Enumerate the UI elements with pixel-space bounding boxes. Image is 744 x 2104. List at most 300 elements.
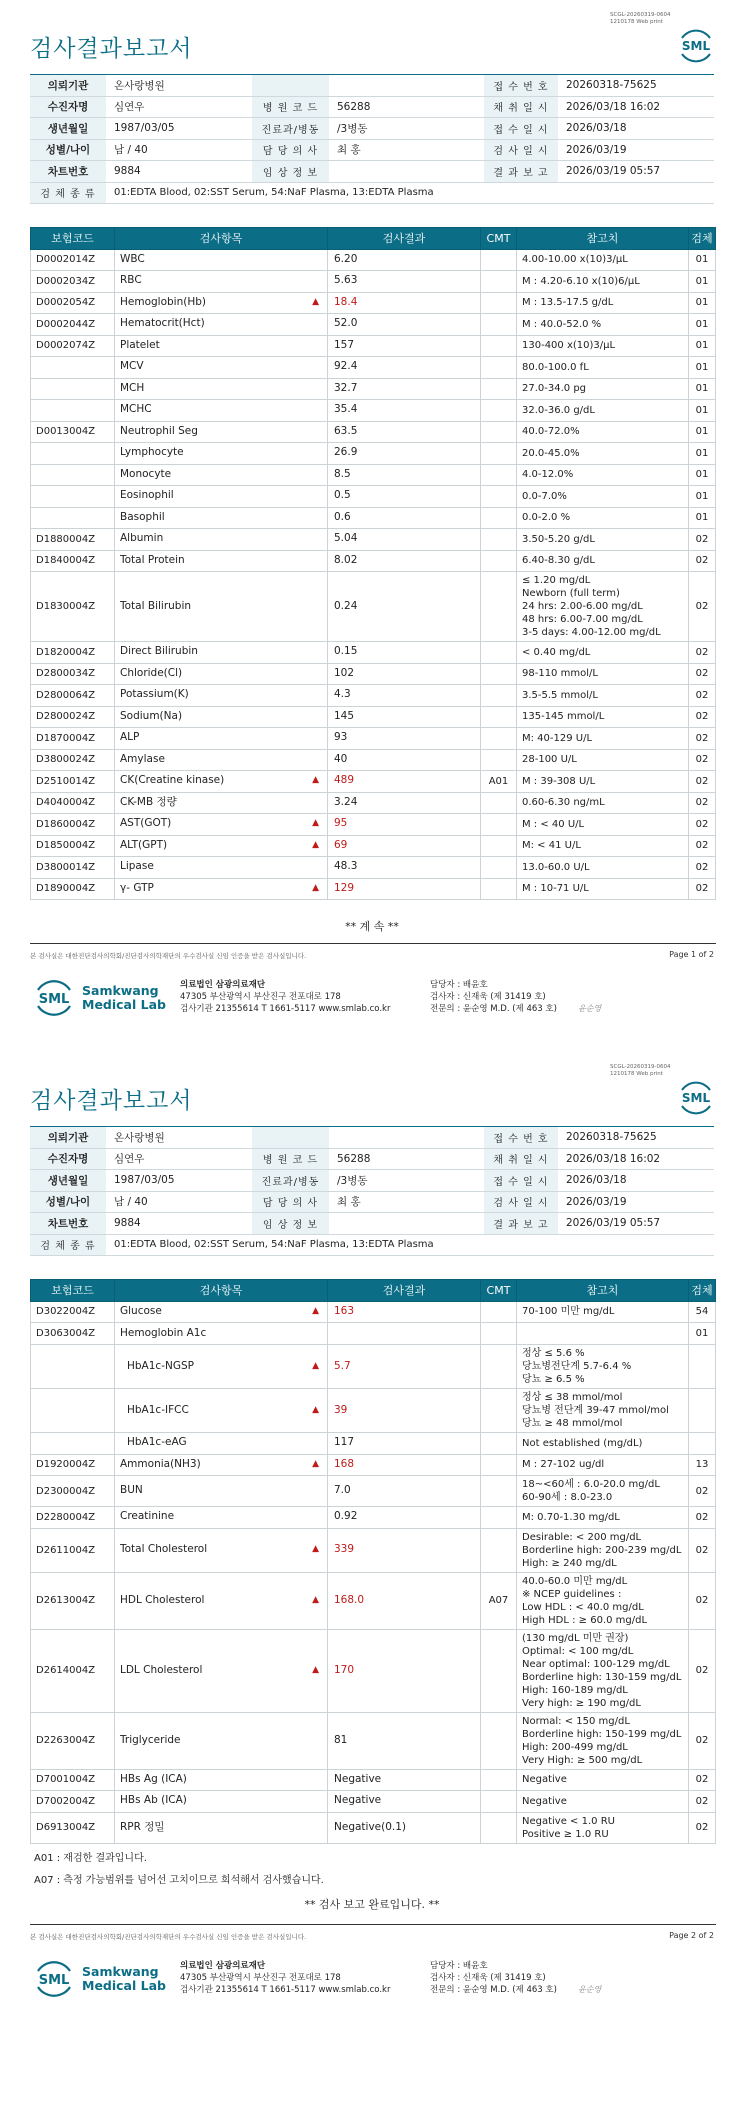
reference-line: M : 10-71 U/L	[522, 883, 589, 895]
cmt-code	[481, 335, 517, 357]
reference-range	[517, 400, 689, 422]
info-value: 심연우	[106, 1148, 252, 1170]
insurance-code: D3800014Z	[31, 857, 115, 879]
info-value: 최 홍	[329, 139, 484, 161]
table-row	[31, 771, 716, 793]
info-value: 2026/03/19	[558, 139, 714, 161]
info-value: 온사랑병원	[106, 75, 252, 97]
test-result: 5.7	[328, 1345, 481, 1389]
insurance-code: D1870004Z	[31, 728, 115, 750]
cmt-code	[481, 792, 517, 814]
reference-line: Very High: ≥ 500 mg/dL	[522, 1754, 643, 1766]
table-row	[31, 378, 716, 400]
reference-range	[517, 1454, 689, 1476]
test-result: 3.24	[328, 792, 481, 814]
table-row	[31, 878, 716, 900]
insurance-code: D0002054Z	[31, 292, 115, 314]
info-label: 병 원 코 드	[252, 1148, 329, 1170]
specimen-code: 02	[689, 857, 716, 879]
reference-line: Desirable: < 200 mg/dL	[522, 1531, 642, 1543]
high-flag-icon: ▲	[312, 296, 319, 307]
insurance-code: D1860004Z	[31, 814, 115, 836]
insurance-code: D3800024Z	[31, 749, 115, 771]
info-value: 2026/03/19 05:57	[558, 1213, 714, 1235]
test-name: CK(Creatine kinase) ▲	[115, 771, 328, 793]
table-row	[31, 706, 716, 728]
reference-range	[517, 1812, 689, 1843]
cmt-code	[481, 249, 517, 271]
specimen-types: 01:EDTA Blood, 02:SST Serum, 54:NaF Plasma, 13:EDTA Plasma	[106, 1234, 714, 1256]
specimen-code: 02	[689, 1476, 716, 1507]
brand-name: Samkwang Medical Lab	[82, 1964, 166, 1993]
table-row	[31, 421, 716, 443]
specimen-code: 02	[689, 1769, 716, 1791]
document-code: SCGL-20260319-0604 1210178 Web print	[610, 12, 671, 25]
info-value: 1987/03/05	[106, 118, 252, 140]
column-header: 참고치	[517, 228, 689, 250]
insurance-code: D2614004Z	[31, 1629, 115, 1712]
cmt-code	[481, 749, 517, 771]
info-row	[30, 1213, 714, 1235]
info-row	[30, 161, 714, 183]
column-header: CMT	[481, 228, 517, 250]
brand-name: Samkwang Medical Lab	[82, 983, 166, 1012]
test-name: Hemoglobin A1c	[115, 1323, 328, 1345]
test-result: 129	[328, 878, 481, 900]
info-label: 수진자명	[30, 1148, 106, 1170]
table-header	[31, 228, 716, 250]
high-flag-icon: ▲	[312, 839, 319, 850]
info-row	[30, 1127, 714, 1149]
test-result: 26.9	[328, 443, 481, 465]
specimen-code	[689, 1389, 716, 1433]
test-result: 81	[328, 1712, 481, 1769]
info-value: 1987/03/05	[106, 1170, 252, 1192]
reference-line: Positive ≥ 1.0 RU	[522, 1828, 609, 1840]
reference-line: Near optimal: 100-129 mg/dL	[522, 1658, 670, 1670]
reference-line: High: 200-499 mg/dL	[522, 1741, 628, 1753]
info-row	[30, 1191, 714, 1213]
cmt-code	[481, 1769, 517, 1791]
reference-line: M: < 41 U/L	[522, 840, 581, 852]
table-row	[31, 357, 716, 379]
insurance-code: D1830004Z	[31, 572, 115, 642]
reference-range	[517, 443, 689, 465]
insurance-code: D0002074Z	[31, 335, 115, 357]
test-result: 18.4	[328, 292, 481, 314]
test-result: 48.3	[328, 857, 481, 879]
reference-line: 27.0-34.0 pg	[522, 383, 587, 395]
specimen-code: 01	[689, 486, 716, 508]
reference-range	[517, 507, 689, 529]
test-result: Negative	[328, 1769, 481, 1791]
reference-line: 70-100 미만 mg/dL	[522, 1306, 615, 1318]
reference-line: 20.0-45.0%	[522, 447, 580, 459]
test-result: 157	[328, 335, 481, 357]
column-header: 보험코드	[31, 228, 115, 250]
cmt-code	[481, 1712, 517, 1769]
reference-line: Negative < 1.0 RU	[522, 1815, 615, 1827]
results-table	[30, 1279, 716, 1844]
table-row	[31, 857, 716, 879]
cmt-code	[481, 857, 517, 879]
info-value: 남 / 40	[106, 139, 252, 161]
reference-line: 당뇨병 전단계 39-47 mmol/mol	[522, 1405, 669, 1416]
reference-range	[517, 1389, 689, 1433]
test-result: 4.3	[328, 685, 481, 707]
insurance-code: D0002034Z	[31, 271, 115, 293]
reference-line: High: ≥ 240 mg/dL	[522, 1557, 617, 1569]
test-result: 339	[328, 1528, 481, 1572]
reference-line: 98-110 mmol/L	[522, 668, 598, 680]
reference-range	[517, 464, 689, 486]
test-result: 35.4	[328, 400, 481, 422]
reference-line: 60-90세 : 8.0-23.0	[522, 1492, 613, 1503]
info-label: 생년월일	[30, 1170, 106, 1192]
cmt-code	[481, 663, 517, 685]
info-label: 생년월일	[30, 118, 106, 140]
test-name: MCH	[115, 378, 328, 400]
cmt-code	[481, 486, 517, 508]
table-row	[31, 443, 716, 465]
patient-info-table	[30, 1126, 714, 1256]
test-result: 102	[328, 663, 481, 685]
reference-range	[517, 271, 689, 293]
insurance-code: D3063004Z	[31, 1323, 115, 1345]
table-row	[31, 1433, 716, 1455]
table-row	[31, 814, 716, 836]
reference-line: Borderline high: 150-199 mg/dL	[522, 1728, 682, 1740]
table-row	[31, 749, 716, 771]
reference-range	[517, 1507, 689, 1529]
reference-line: 18~<60세 : 6.0-20.0 mg/dL	[522, 1479, 660, 1490]
doctor-signature: 윤순영	[578, 1985, 602, 1994]
test-name: Triglyceride	[115, 1712, 328, 1769]
cmt-code	[481, 878, 517, 900]
reference-range	[517, 572, 689, 642]
cmt-code	[481, 1528, 517, 1572]
cmt-code: A07	[481, 1572, 517, 1629]
reference-line: 0.60-6.30 ng/mL	[522, 797, 605, 809]
test-result: 145	[328, 706, 481, 728]
cmt-code	[481, 572, 517, 642]
specimen-code: 01	[689, 314, 716, 336]
specimen-code: 02	[689, 642, 716, 664]
reference-range	[517, 749, 689, 771]
test-name: Potassium(K)	[115, 685, 328, 707]
insurance-code: D2613004Z	[31, 1572, 115, 1629]
reference-line: M : 39-308 U/L	[522, 775, 596, 787]
specimen-row	[30, 182, 714, 204]
insurance-code	[31, 357, 115, 379]
reference-range	[517, 835, 689, 857]
insurance-code: D4040004Z	[31, 792, 115, 814]
info-label: 검 사 일 시	[484, 1191, 558, 1213]
reference-range	[517, 314, 689, 336]
info-value: 56288	[329, 96, 484, 118]
high-flag-icon: ▲	[312, 1664, 319, 1675]
reference-line: Very high: ≥ 190 mg/dL	[522, 1697, 641, 1709]
info-value: 9884	[106, 161, 252, 183]
reference-line: 28-100 U/L	[522, 754, 577, 766]
insurance-code: D2800064Z	[31, 685, 115, 707]
reference-range	[517, 642, 689, 664]
test-name: HBs Ab (ICA)	[115, 1791, 328, 1813]
certification-note: 본 검사실은 대한진단검사의학회/진단검사의학재단의 우수검사실 신임 인증을 받은 검사실입니다.	[30, 1933, 307, 1941]
cmt-code	[481, 642, 517, 664]
test-name: Total Protein	[115, 550, 328, 572]
insurance-code	[31, 400, 115, 422]
lab-info: 의료법인 삼광의료재단 47305 부산광역시 부산진구 전포대로 178 검사기관 21355614 T 1661-5117 www.smlab.co.kr	[180, 1961, 391, 1995]
lab-info: 의료법인 삼광의료재단 47305 부산광역시 부산진구 전포대로 178 검사기관 21355614 T 1661-5117 www.smlab.co.kr	[180, 980, 391, 1014]
info-value: 심연우	[106, 96, 252, 118]
footer-divider	[30, 943, 716, 944]
insurance-code: D1850004Z	[31, 835, 115, 857]
specimen-code: 02	[689, 706, 716, 728]
test-result: 8.5	[328, 464, 481, 486]
insurance-code: D7002004Z	[31, 1791, 115, 1813]
cmt-code	[481, 1345, 517, 1389]
info-label: 임 상 정 보	[252, 1213, 329, 1235]
table-row	[31, 314, 716, 336]
test-name: Chloride(Cl)	[115, 663, 328, 685]
report-title: 검사결과보고서	[30, 36, 193, 62]
specimen-code: 02	[689, 572, 716, 642]
reference-line: 4.0-12.0%	[522, 469, 574, 481]
cmt-code	[481, 814, 517, 836]
specimen-row	[30, 1234, 714, 1256]
reference-range	[517, 529, 689, 551]
test-result: 6.20	[328, 249, 481, 271]
insurance-code: D2263004Z	[31, 1712, 115, 1769]
specimen-types: 01:EDTA Blood, 02:SST Serum, 54:NaF Plasma, 13:EDTA Plasma	[106, 182, 714, 204]
reference-range	[517, 792, 689, 814]
info-label: 병 원 코 드	[252, 96, 329, 118]
specimen-code: 02	[689, 529, 716, 551]
table-row	[31, 728, 716, 750]
reference-line: 130-400 x(10)3/μL	[522, 340, 616, 352]
high-flag-icon: ▲	[312, 818, 319, 829]
reference-line: 40.0-72.0%	[522, 426, 580, 438]
test-result: Negative	[328, 1791, 481, 1813]
insurance-code: D2510014Z	[31, 771, 115, 793]
cmt-code	[481, 529, 517, 551]
reference-line: 4.00-10.00 x(10)3/μL	[522, 254, 628, 266]
reference-line: Newborn (full term)	[522, 588, 620, 599]
specimen-code: 54	[689, 1301, 716, 1323]
test-name: Platelet	[115, 335, 328, 357]
insurance-code	[31, 486, 115, 508]
reference-line: < 0.40 mg/dL	[522, 646, 591, 658]
sml-logo-icon	[676, 26, 716, 66]
test-result: 489	[328, 771, 481, 793]
table-row	[31, 642, 716, 664]
reference-range	[517, 857, 689, 879]
reference-line: M : 13.5-17.5 g/dL	[522, 297, 614, 309]
cmt-code	[481, 550, 517, 572]
table-row	[31, 1791, 716, 1813]
info-label: 성별/나이	[30, 1191, 106, 1213]
specimen-code: 02	[689, 1712, 716, 1769]
test-result: 52.0	[328, 314, 481, 336]
reference-range	[517, 292, 689, 314]
table-row	[31, 1528, 716, 1572]
info-value	[329, 75, 484, 97]
table-row	[31, 1345, 716, 1389]
insurance-code: D1890004Z	[31, 878, 115, 900]
test-name: Total Bilirubin	[115, 572, 328, 642]
test-name: Hemoglobin(Hb) ▲	[115, 292, 328, 314]
reference-line: Borderline high: 200-239 mg/dL	[522, 1544, 682, 1556]
insurance-code: D0002044Z	[31, 314, 115, 336]
reference-range	[517, 1323, 689, 1345]
insurance-code: D0002014Z	[31, 249, 115, 271]
report-page-2	[0, 1052, 744, 2104]
reference-line: M : < 40 U/L	[522, 818, 585, 830]
test-result: 0.92	[328, 1507, 481, 1529]
specimen-code: 01	[689, 378, 716, 400]
test-name: Hematocrit(Hct)	[115, 314, 328, 336]
cmt-code	[481, 464, 517, 486]
insurance-code: D1920004Z	[31, 1454, 115, 1476]
specimen-code: 02	[689, 728, 716, 750]
test-name: CK-MB 정량	[115, 792, 328, 814]
test-result: 32.7	[328, 378, 481, 400]
test-result: 0.6	[328, 507, 481, 529]
comment-notes: A01 : 재검한 결과입니다. A07 : 측정 가능범위를 넘어선 고치이므로 희석해서 검사했습니다.	[34, 1853, 324, 1886]
reference-range	[517, 1791, 689, 1813]
test-name: Eosinophil	[115, 486, 328, 508]
doctor-signature: 윤순영	[578, 1004, 602, 1013]
reference-range	[517, 335, 689, 357]
info-value: 2026/03/18 16:02	[558, 1148, 714, 1170]
specimen-code: 02	[689, 1528, 716, 1572]
table-row	[31, 1323, 716, 1345]
specimen-code: 02	[689, 792, 716, 814]
test-name: LDL Cholesterol ▲	[115, 1629, 328, 1712]
info-value: /3병동	[329, 118, 484, 140]
column-header: 검사항목	[115, 228, 328, 250]
table-row	[31, 249, 716, 271]
info-label: 진료과/병동	[252, 1170, 329, 1192]
insurance-code	[31, 507, 115, 529]
reference-line: 당뇨 ≥ 6.5 %	[522, 1374, 585, 1385]
reference-line: M : 27-102 ug/dl	[522, 1459, 605, 1471]
specimen-label: 검 체 종 류	[30, 182, 106, 204]
specimen-code: 01	[689, 443, 716, 465]
specimen-code: 01	[689, 335, 716, 357]
insurance-code: D1820004Z	[31, 642, 115, 664]
test-name: Ammonia(NH3) ▲	[115, 1454, 328, 1476]
specimen-code: 13	[689, 1454, 716, 1476]
reference-line: 3.50-5.20 g/dL	[522, 533, 595, 545]
reference-line: M: 0.70-1.30 mg/dL	[522, 1511, 620, 1523]
info-value: 최 홍	[329, 1191, 484, 1213]
specimen-code: 02	[689, 1572, 716, 1629]
info-value: 남 / 40	[106, 1191, 252, 1213]
info-row	[30, 75, 714, 97]
high-flag-icon: ▲	[312, 882, 319, 893]
test-result: 8.02	[328, 550, 481, 572]
reference-range	[517, 249, 689, 271]
reference-range	[517, 1301, 689, 1323]
test-name: HbA1c-NGSP ▲	[115, 1345, 328, 1389]
test-result: 168	[328, 1454, 481, 1476]
svg-text:SML: SML	[38, 992, 70, 1007]
reference-range	[517, 814, 689, 836]
specimen-code: 02	[689, 771, 716, 793]
test-name: Albumin	[115, 529, 328, 551]
reference-line: High: 160-189 mg/dL	[522, 1684, 628, 1696]
reference-line: 0.0-2.0 %	[522, 512, 571, 524]
table-row	[31, 685, 716, 707]
info-value	[329, 1213, 484, 1235]
insurance-code: D0013004Z	[31, 421, 115, 443]
reference-line: 정상 ≤ 38 mmol/mol	[522, 1392, 623, 1403]
reference-line: Low HDL : < 40.0 mg/dL	[522, 1601, 644, 1613]
svg-text:SML: SML	[38, 1973, 70, 1988]
column-header: 검체	[689, 1280, 716, 1302]
specimen-code: 02	[689, 878, 716, 900]
high-flag-icon: ▲	[312, 1305, 319, 1316]
insurance-code	[31, 1345, 115, 1389]
reference-range	[517, 1476, 689, 1507]
specimen-code: 01	[689, 421, 716, 443]
insurance-code: D2611004Z	[31, 1528, 115, 1572]
table-row	[31, 572, 716, 642]
high-flag-icon: ▲	[312, 775, 319, 786]
test-result: 92.4	[328, 357, 481, 379]
insurance-code: D1880004Z	[31, 529, 115, 551]
specimen-code: 01	[689, 357, 716, 379]
reference-line: 135-145 mmol/L	[522, 711, 605, 723]
svg-text:SML: SML	[681, 1091, 711, 1105]
info-value: 2026/03/19	[558, 1191, 714, 1213]
high-flag-icon: ▲	[312, 1544, 319, 1555]
test-name: Creatinine	[115, 1507, 328, 1529]
info-row	[30, 1148, 714, 1170]
cmt-code	[481, 685, 517, 707]
reference-line: Borderline high: 130-159 mg/dL	[522, 1671, 682, 1683]
table-row	[31, 792, 716, 814]
info-row	[30, 96, 714, 118]
cmt-code	[481, 1791, 517, 1813]
test-name: HDL Cholesterol ▲	[115, 1572, 328, 1629]
reference-line: Negative	[522, 1795, 567, 1807]
test-result: 170	[328, 1629, 481, 1712]
results-table	[30, 227, 716, 900]
test-name: RPR 정밀	[115, 1812, 328, 1843]
test-result: 168.0	[328, 1572, 481, 1629]
table-row	[31, 335, 716, 357]
info-label: 수진자명	[30, 96, 106, 118]
info-value: 20260318-75625	[558, 1127, 714, 1149]
sml-footer-logo-icon	[32, 978, 76, 1018]
info-row	[30, 139, 714, 161]
reference-range	[517, 1629, 689, 1712]
reference-line: M : 40.0-52.0 %	[522, 318, 602, 330]
cmt-code	[481, 271, 517, 293]
info-value: 20260318-75625	[558, 75, 714, 97]
insurance-code: D6913004Z	[31, 1812, 115, 1843]
table-row	[31, 1389, 716, 1433]
report-title: 검사결과보고서	[30, 1088, 193, 1114]
reference-line: ≤ 1.20 mg/dL	[522, 575, 591, 586]
test-result: Negative(0.1)	[328, 1812, 481, 1843]
test-result: 5.63	[328, 271, 481, 293]
info-value: 2026/03/18	[558, 118, 714, 140]
column-header: 검사결과	[328, 1280, 481, 1302]
